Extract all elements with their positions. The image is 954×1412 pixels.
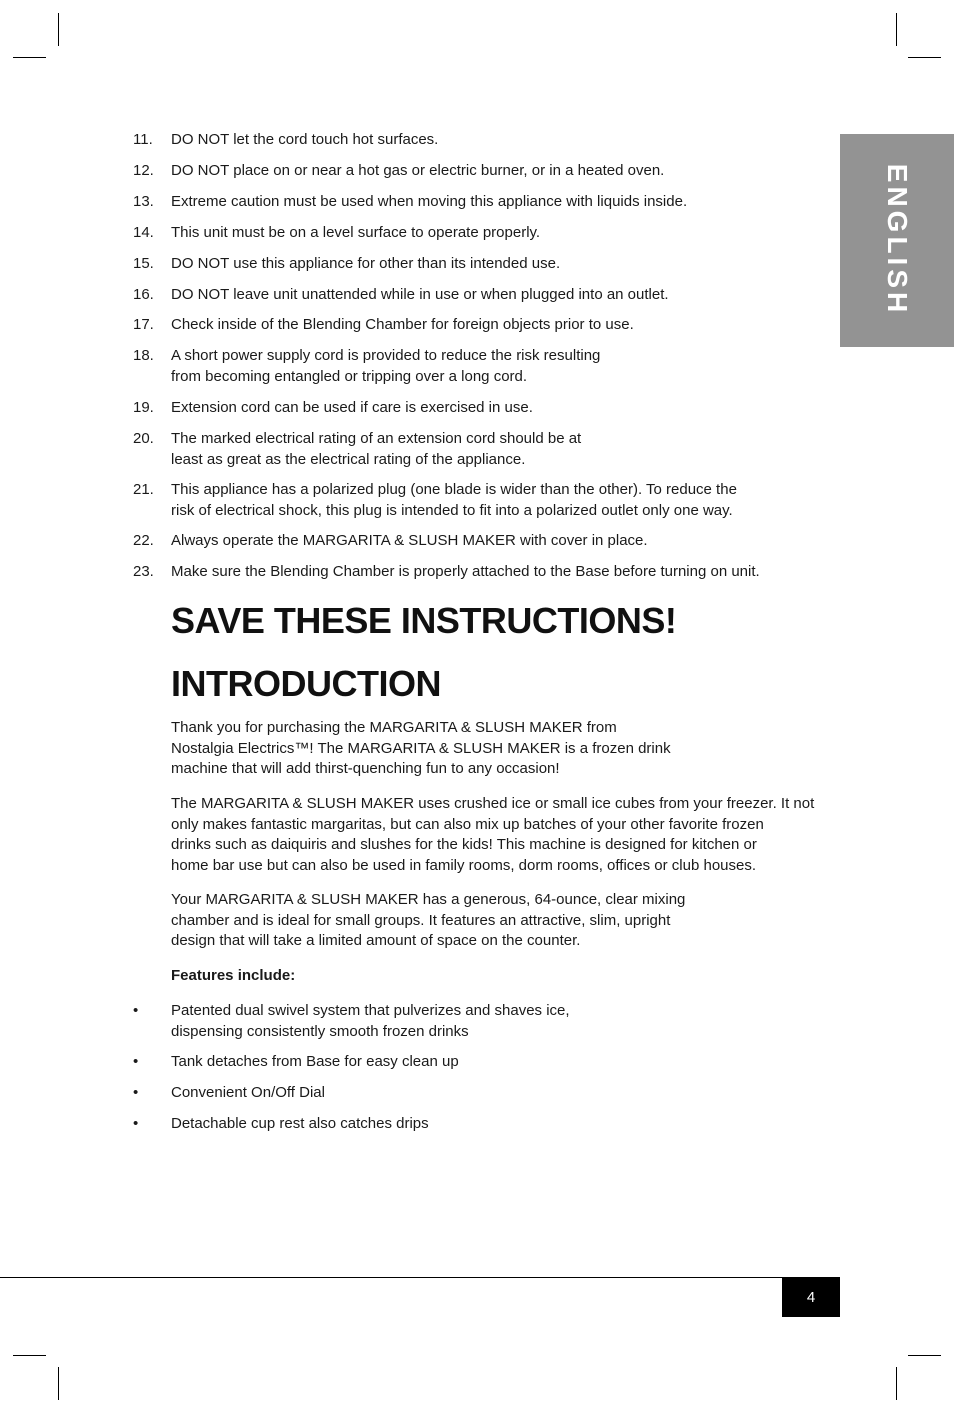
item-text: DO NOT let the cord touch hot surfaces. xyxy=(171,131,439,148)
intro-paragraph: Thank you for purchasing the MARGARITA & SLUSH MAKER from Nostalgia Electrics™! The MARGARITA & SLUSH MAKER is a frozen drink machine that will add thirst-quenching fun to any occasion! xyxy=(171,719,671,777)
item-text: Make sure the Blending Chamber is properly attached to the Base before turning on unit. xyxy=(171,563,760,580)
item-text: A short power supply cord is provided to reduce the risk resulting from becoming entangled or tripping over a long cord. xyxy=(171,347,601,385)
language-tab-label: ENGLISH xyxy=(882,163,913,317)
feature-text: Tank detaches from Base for easy clean up xyxy=(171,1053,459,1070)
crop-mark xyxy=(908,1355,941,1356)
item-number: 11. xyxy=(133,131,153,148)
item-number: 15. xyxy=(133,255,154,272)
item-number: 22. xyxy=(133,532,154,549)
item-text: Check inside of the Blending Chamber for foreign objects prior to use. xyxy=(171,316,634,333)
item-text: The marked electrical rating of an extension cord should be at least as great as the electrical rating of the appliance. xyxy=(171,430,582,468)
bullet-icon: • xyxy=(133,1115,139,1132)
item-text: Extension cord can be used if care is exercised in use. xyxy=(171,399,533,416)
item-number: 21. xyxy=(133,481,154,498)
introduction-heading: INTRODUCTION xyxy=(171,663,441,704)
intro-paragraph: Your MARGARITA & SLUSH MAKER has a generous, 64-ounce, clear mixing chamber and is ideal for small groups. It features an attractive, slim, upright design that will take a limited amount of space on the counter. xyxy=(171,891,686,949)
crop-mark xyxy=(908,57,941,58)
item-number: 18. xyxy=(133,347,154,364)
item-number: 23. xyxy=(133,563,154,580)
crop-mark xyxy=(58,13,59,46)
item-text: DO NOT use this appliance for other than its intended use. xyxy=(171,255,561,272)
bullet-icon: • xyxy=(133,1002,139,1019)
item-text: This appliance has a polarized plug (one blade is wider than the other). To reduce the risk of electrical shock, this plug is intended to fit into a polarized outlet only one way. xyxy=(171,481,737,519)
item-number: 16. xyxy=(133,286,154,303)
item-number: 14. xyxy=(133,224,154,241)
item-number: 17. xyxy=(133,316,154,333)
feature-text: Patented dual swivel system that pulverizes and shaves ice, dispensing consistently smooth frozen drinks xyxy=(171,1002,570,1040)
item-text: DO NOT leave unit unattended while in use or when plugged into an outlet. xyxy=(171,286,669,303)
intro-paragraph: The MARGARITA & SLUSH MAKER uses crushed ice or small ice cubes from your freezer. It not only makes fantastic margaritas, but can also mix up batches of your other favorite frozen drinks such as daiquiris and slushes for the kids! This machine is designed for kitchen or home bar use but can also be used in family rooms, dorm rooms, offices or club houses. xyxy=(171,795,815,874)
item-number: 20. xyxy=(133,430,154,447)
item-number: 19. xyxy=(133,399,154,416)
crop-mark xyxy=(13,57,46,58)
item-text: DO NOT place on or near a hot gas or electric burner, or in a heated oven. xyxy=(171,162,665,179)
crop-mark xyxy=(13,1355,46,1356)
save-instructions-heading: SAVE THESE INSTRUCTIONS! xyxy=(171,600,677,641)
bullet-icon: • xyxy=(133,1053,139,1070)
page-number: 4 xyxy=(806,1289,816,1306)
language-tab xyxy=(840,134,954,347)
feature-text: Convenient On/Off Dial xyxy=(171,1084,325,1101)
footer-rule xyxy=(0,1277,840,1278)
item-number: 13. xyxy=(133,193,154,210)
page-number-box xyxy=(782,1278,840,1317)
item-number: 12. xyxy=(133,162,154,179)
item-text: Extreme caution must be used when moving this appliance with liquids inside. xyxy=(171,193,688,210)
crop-mark xyxy=(896,1367,897,1400)
item-text: Always operate the MARGARITA & SLUSH MAKER with cover in place. xyxy=(171,532,648,549)
bullet-icon: • xyxy=(133,1084,139,1101)
features-label: Features include: xyxy=(171,967,296,984)
feature-text: Detachable cup rest also catches drips xyxy=(171,1115,429,1132)
crop-mark xyxy=(58,1367,59,1400)
crop-mark xyxy=(896,13,897,46)
item-text: This unit must be on a level surface to operate properly. xyxy=(171,224,541,241)
